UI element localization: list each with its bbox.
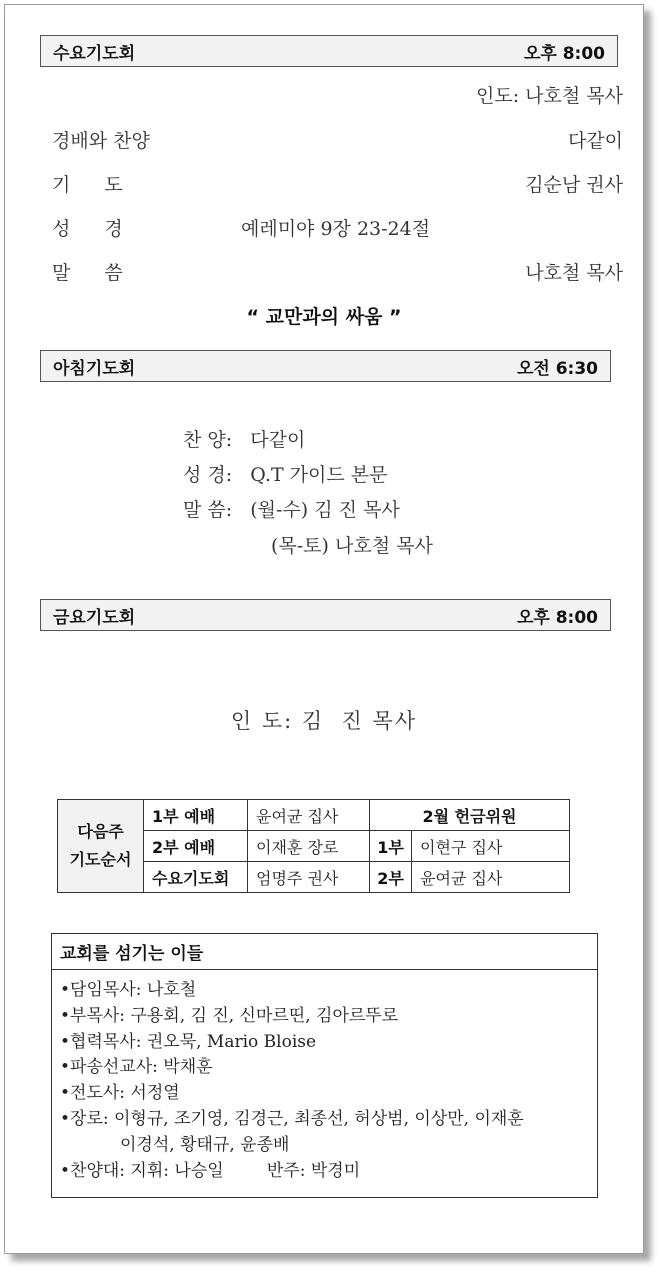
friday-header	[40, 599, 611, 631]
offering-title-cell: 2월 헌금위원	[370, 800, 570, 831]
sermon-value: 나호철 목사	[525, 262, 623, 284]
person-cell: 엄명주 권사	[248, 862, 370, 893]
servants-box	[51, 933, 598, 1198]
morning-time: 오전 6:30	[516, 358, 598, 379]
service-cell: 1부 예배	[144, 800, 248, 831]
list-item: •파송선교사: 박채훈	[60, 1057, 213, 1078]
sermon-title: “ 교만과의 싸움 ”	[246, 306, 402, 328]
scripture-value: 예레미야 9장 23-24절	[241, 218, 431, 240]
friday-title: 금요기도회	[53, 607, 136, 628]
schedule-label-line2: 기도순서	[69, 850, 132, 869]
wednesday-time: 오후 8:00	[523, 43, 605, 64]
offering-person-cell: 이현구 집사	[412, 831, 570, 862]
table-row	[58, 800, 570, 831]
morning-line-sermon: 말 씀: (월-수) 김 진 목사	[183, 499, 400, 521]
prayer-value: 김순남 권사	[525, 174, 623, 196]
morning-header	[40, 350, 611, 382]
bulletin-page	[4, 4, 644, 1254]
list-item: •담임목사: 나호철	[60, 980, 197, 1000]
list-item: •부목사: 구용회, 김 진, 신마르띤, 김아르뚜로	[60, 1005, 399, 1026]
worship-label: 경배와 찬양	[52, 130, 150, 152]
wednesday-header	[40, 35, 618, 67]
sermon-label: 말 씀	[52, 262, 137, 284]
scripture-label: 성 경	[52, 218, 137, 240]
morning-title: 아침기도회	[53, 358, 136, 379]
prayer-schedule-table	[57, 799, 570, 893]
schedule-label-line1: 다음주	[77, 822, 124, 841]
morning-line-praise: 찬 양: 다같이	[183, 429, 306, 451]
wednesday-leader: 인도: 나호철 목사	[476, 85, 623, 107]
wednesday-title: 수요기도회	[53, 43, 136, 64]
list-item: •전도사: 서정열	[60, 1083, 180, 1104]
list-item: •협력목사: 권오묵, Mario Bloise	[60, 1031, 317, 1052]
friday-leader: 인 도: 김 진 목사	[230, 709, 418, 733]
service-cell: 수요기도회	[144, 862, 248, 893]
person-cell: 이재훈 장로	[248, 831, 370, 862]
list-item: •찬양대: 지휘: 나승일 반주: 박경미	[60, 1160, 361, 1181]
friday-time: 오후 8:00	[516, 607, 598, 628]
offering-part-cell: 1부	[370, 831, 412, 862]
list-item: 이경석, 황태규, 윤종배	[120, 1134, 290, 1155]
offering-person-cell: 윤여균 집사	[412, 862, 570, 893]
servants-title: 교회를 섬기는 이들	[52, 934, 597, 970]
morning-line-scripture: 성 경: Q.T 가이드 본문	[183, 464, 388, 486]
servants-list	[52, 970, 597, 1184]
list-item: •장로: 이형규, 조기영, 김경근, 최종선, 허상범, 이상만, 이재훈	[60, 1108, 524, 1129]
service-cell: 2부 예배	[144, 831, 248, 862]
morning-line-sermon-2: (목-토) 나호철 목사	[271, 535, 433, 557]
worship-value: 다같이	[567, 130, 623, 152]
schedule-label-cell	[58, 800, 144, 893]
prayer-label: 기 도	[52, 174, 137, 196]
person-cell: 윤여균 집사	[248, 800, 370, 831]
offering-part-cell: 2부	[370, 862, 412, 893]
